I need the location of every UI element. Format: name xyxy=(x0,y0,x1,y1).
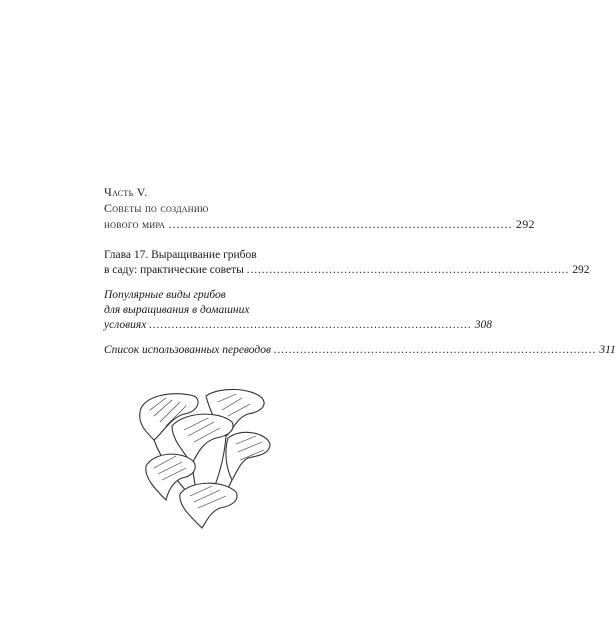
part-number: Часть V. xyxy=(104,185,148,199)
part-title-end: нового мира xyxy=(104,217,166,231)
toc-part-heading xyxy=(104,184,535,232)
entry-last-line xyxy=(104,343,616,358)
toc-popular-species xyxy=(104,288,492,333)
leader-dots xyxy=(169,217,511,231)
entry-page-number: 308 xyxy=(474,319,492,331)
chapter-title-end: в саду: практические советы xyxy=(104,264,244,276)
leader-dots xyxy=(149,319,470,331)
toc-sources xyxy=(104,343,616,358)
entry-end: условиях xyxy=(104,319,147,331)
chapter-title-last-line xyxy=(104,263,590,278)
leader-dots xyxy=(247,264,568,276)
table-of-contents xyxy=(104,184,616,358)
chapter-page-number: 292 xyxy=(572,264,590,276)
oyster-mushroom-cluster-icon xyxy=(132,382,272,532)
entry-page-number: 311 xyxy=(599,344,616,356)
entry-line: Популярные виды грибов xyxy=(104,289,226,301)
part-page-number: 292 xyxy=(515,217,535,231)
entry-line: для выращивания в домашних xyxy=(104,304,250,316)
entry-end: Список использованных переводов xyxy=(104,344,271,356)
part-title-line: Советы по созданию xyxy=(104,201,209,215)
part-title-last-line xyxy=(104,216,535,232)
toc-chapter-17 xyxy=(104,248,590,278)
entry-last-line xyxy=(104,318,492,333)
leader-dots xyxy=(274,344,595,356)
chapter-title-line: Глава 17. Выращивание грибов xyxy=(104,249,257,261)
